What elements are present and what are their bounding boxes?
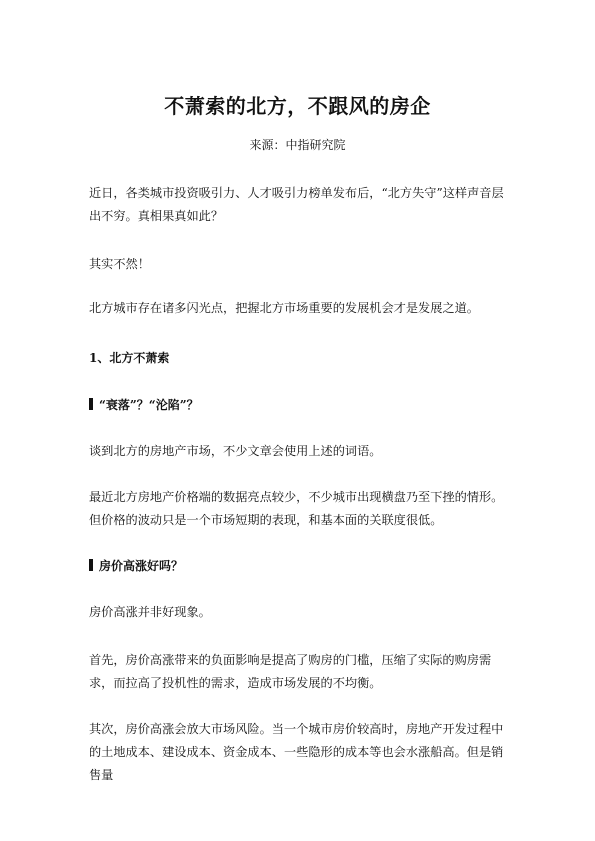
- heading-marker-icon: [89, 559, 93, 571]
- paragraph-not-so: 其实不然！: [89, 257, 150, 271]
- subheading-price-rise-text: 房价高涨好吗？: [99, 559, 184, 573]
- paragraph-highlights: 北方城市存在诸多闪光点，把握北方市场重要的发展机会才是发展之道。: [89, 301, 479, 315]
- document-title: 不萧索的北方，不跟风的房企: [164, 94, 431, 118]
- heading-marker-icon: [89, 398, 93, 410]
- paragraph-terms: 谈到北方的房地产市场，不少文章会使用上述的词语。: [89, 444, 382, 458]
- paragraph-not-good: 房价高涨并非好现象。: [89, 605, 211, 619]
- paragraph-intro: 近日，各类城市投资吸引力、人才吸引力榜单发布后，“北方失守”这样声音层出不穷。真相果真如此？: [89, 186, 504, 223]
- subheading-price-rise: [89, 557, 509, 575]
- subheading-decline: [89, 396, 509, 414]
- paragraph-first: 首先，房价高涨带来的负面影响是提高了购房的门槛，压缩了实际的购房需求，而拉高了投机性的需求，造成市场发展的不均衡。: [89, 653, 492, 690]
- paragraph-price-data: 最近北方房地产价格端的数据亮点较少，不少城市出现横盘乃至下挫的情形。但价格的波动只是一个市场短期的表现，和基本面的关联度很低。: [89, 490, 504, 527]
- subheading-decline-text: “衰落”？“沦陷”？: [99, 398, 199, 412]
- document-source: 来源：中指研究院: [249, 138, 346, 152]
- paragraph-second: 其次，房价高涨会放大市场风险。当一个城市房价较高时，房地产开发过程中的土地成本、建设成本、资金成本、一些隐形的成本等也会水涨船高。但是销售量: [89, 722, 504, 782]
- section-heading: 1、北方不萧索: [89, 351, 170, 365]
